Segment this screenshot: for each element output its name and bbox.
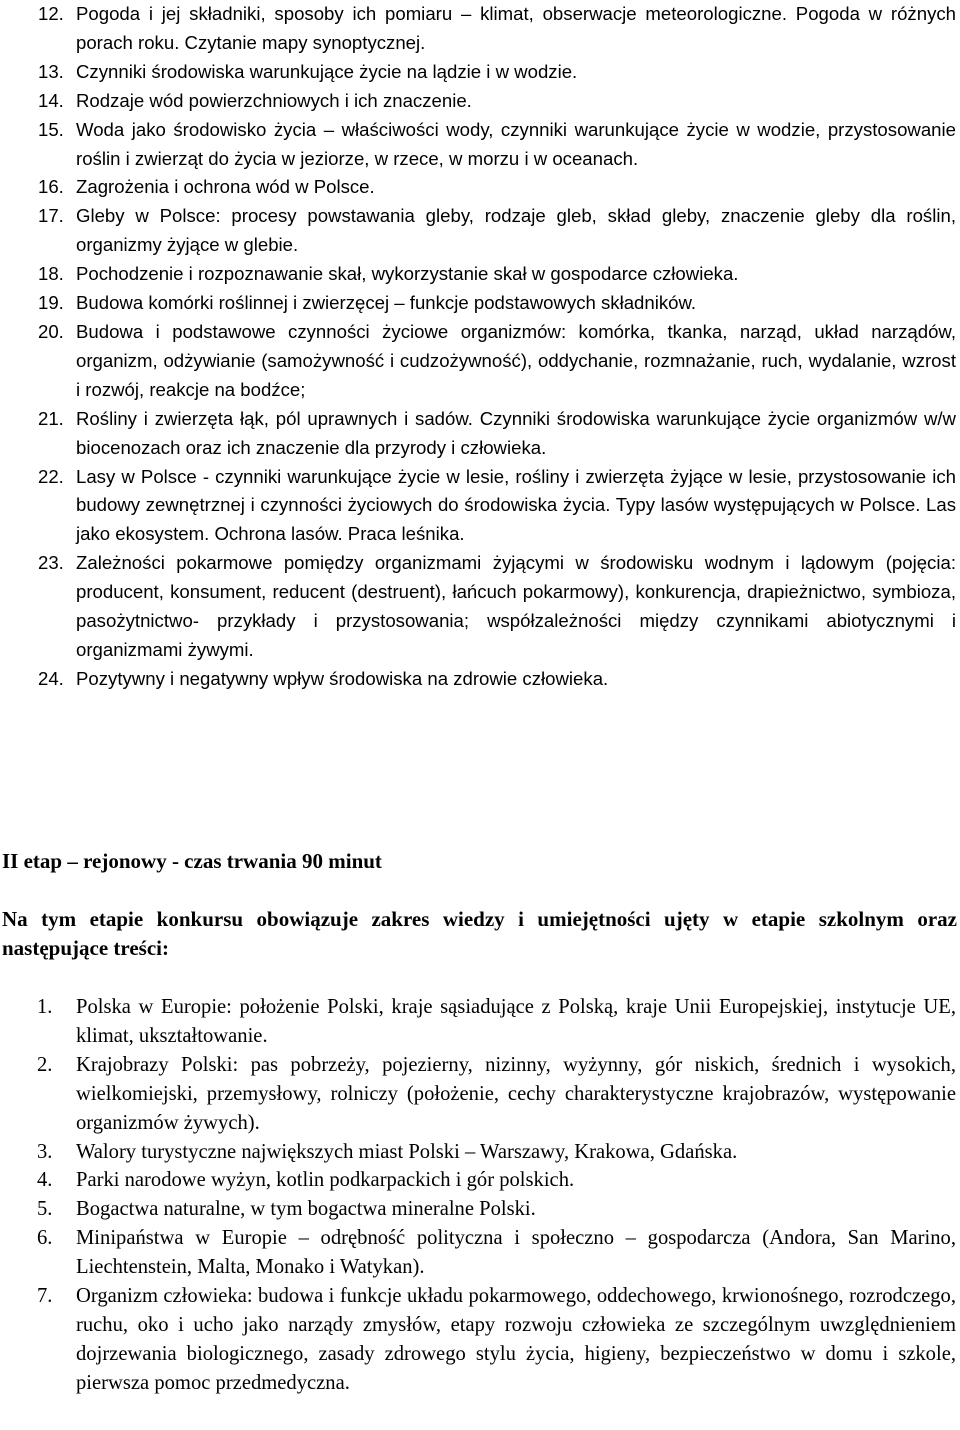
item-number: 16. [38,176,64,198]
item-text: Parki narodowe wyżyn, kotlin podkarpackich i gór polskich. [76,1169,575,1192]
item-text: Zależności pokarmowe pomiędzy organizmami żyjącymi w środowisku wodnym i lądowym (pojęcia: producent, konsument, reducent (destruent), łańcuch pokarmowy), konkurencja, drapieżnictwo, symbioza, pasożytnictwo- przykłady i przystosowania; współzależności między czynnikami abiotycznymi i organizmami żywymi. [76,552,956,660]
topic-list-regional-stage [0,993,958,1398]
item-number: 5. [37,1198,53,1221]
item-number: 12. [38,3,64,24]
list-item [0,260,958,289]
item-text: Rodzaje wód powierzchniowych i ich znaczenie. [76,89,472,111]
item-text: Krajobrazy Polski: pas pobrzeży, pojezierny, nizinny, wyżynny, gór niskich, średnich i wysokich, wielkomiejski, przemysłowy, rolniczy (położenie, cechy charakterystyczne krajobrazów, występowanie organizmów żywych). [76,1053,956,1134]
item-number: 19. [38,292,64,314]
item-text: Woda jako środowisko życia – właściwości wody, czynniki warunkujące życie w wodzie, przystosowanie roślin i zwierząt do życia w jeziorze, w rzece, w morzu i w oceanach. [76,118,956,169]
item-text: Lasy w Polsce - czynniki warunkujące życie w lesie, rośliny i zwierzęta żyjące w lesie, przystosowanie ich budowy zewnętrznej i czynności życiowych do środowiska życia. Typy lasów występujących w Polsce. Las jako ekosystem. Ochrona lasów. Praca leśnika. [76,465,956,545]
list-item [0,116,958,174]
item-number: 2. [37,1053,53,1076]
list-item [0,87,958,116]
item-text: Minipaństwa w Europie – odrębność polityczna i społeczno – gospodarcza (Andora, San Marino, Liechtenstein, Malta, Monako i Watykan). [76,1227,956,1279]
item-number: 21. [38,407,64,429]
section-title: II etap – rejonowy - czas trwania 90 minut [2,849,382,873]
item-text: Bogactwa naturalne, w tym bogactwa mineralne Polski. [76,1198,536,1221]
item-number: 3. [37,1140,53,1163]
list-item [0,173,958,202]
item-text: Gleby w Polsce: procesy powstawania gleby, rodzaje gleb, skład gleby, znaczenie gleby dla roślin, organizmy żyjące w glebie. [76,205,956,256]
item-number: 18. [38,263,64,285]
list-item [0,1051,958,1138]
list-item [0,993,958,1051]
item-number: 23. [38,552,64,574]
item-number: 4. [37,1169,53,1192]
item-number: 13. [38,60,64,82]
item-text: Pogoda i jej składniki, sposoby ich pomiaru – klimat, obserwacje meteorologiczne. Pogoda w różnych porach roku. Czytanie mapy synoptycznej. [76,3,956,53]
item-text: Czynniki środowiska warunkujące życie na lądzie i w wodzie. [76,60,578,82]
item-text: Polska w Europie: położenie Polski, kraje sąsiadujące z Polską, kraje Unii Europejskiej, instytucje UE, klimat, ukształtowanie. [76,996,956,1047]
item-number: 24. [38,667,64,689]
list-item [0,463,958,550]
item-text: Organizm człowieka: budowa i funkcje układu pokarmowego, oddechowego, krwionośnego, rozrodczego, ruchu, oko i ucho jako narządy zmysłów, etapy rozwoju człowieka ze szczególnym uwzględnieniem dojrzewania biologicznego, zasady zdrowego stylu życia, higieny, bezpieczeństwo w domu i szkole, pierwsza pomoc przedmedyczna. [76,1285,956,1394]
item-text: Walory turystyczne największych miast Polski – Warszawy, Krakowa, Gdańska. [76,1140,738,1163]
item-number: 22. [38,465,64,487]
list-item [0,1138,958,1167]
section-intro: Na tym etapie konkursu obowiązuje zakres wiedzy i umiejętności ujęty w etapie szkolnym oraz następujące treści: [2,907,957,960]
list-item [0,665,958,694]
item-number: 1. [37,996,53,1018]
item-text: Budowa i podstawowe czynności życiowe organizmów: komórka, tkanka, narząd, układ narządów, organizm, odżywianie (samożywność i cudzożywność), oddychanie, rozmnażanie, ruch, wydalanie, wzrost i rozwój, reakcje na bodźce; [76,320,956,400]
list-item [0,1224,958,1282]
item-text: Pochodzenie i rozpoznawanie skał, wykorzystanie skał w gospodarce człowieka. [76,263,739,285]
item-number: 20. [38,320,64,342]
item-number: 7. [37,1285,53,1308]
item-text: Budowa komórki roślinnej i zwierzęcej – funkcje podstawowych składników. [76,292,697,314]
list-item [0,202,958,260]
list-item [0,289,958,318]
list-item [0,318,958,405]
list-item [0,549,958,665]
item-text: Zagrożenia i ochrona wód w Polsce. [76,176,375,198]
item-number: 6. [37,1227,53,1250]
item-text: Rośliny i zwierzęta łąk, pól uprawnych i sadów. Czynniki środowiska warunkujące życie organizmów w/w biocenozach oraz ich znaczenie dla przyrody i człowieka. [76,407,956,458]
list-item [0,1166,958,1195]
item-number: 14. [38,89,64,111]
list-item [0,0,958,58]
list-item [0,58,958,87]
list-item [0,1195,958,1224]
item-text: Pozytywny i negatywny wpływ środowiska na zdrowie człowieka. [76,667,609,689]
topic-list-school-stage [0,0,958,694]
list-item [0,1282,958,1398]
item-number: 15. [38,118,64,140]
item-number: 17. [38,205,64,227]
list-item [0,405,958,463]
